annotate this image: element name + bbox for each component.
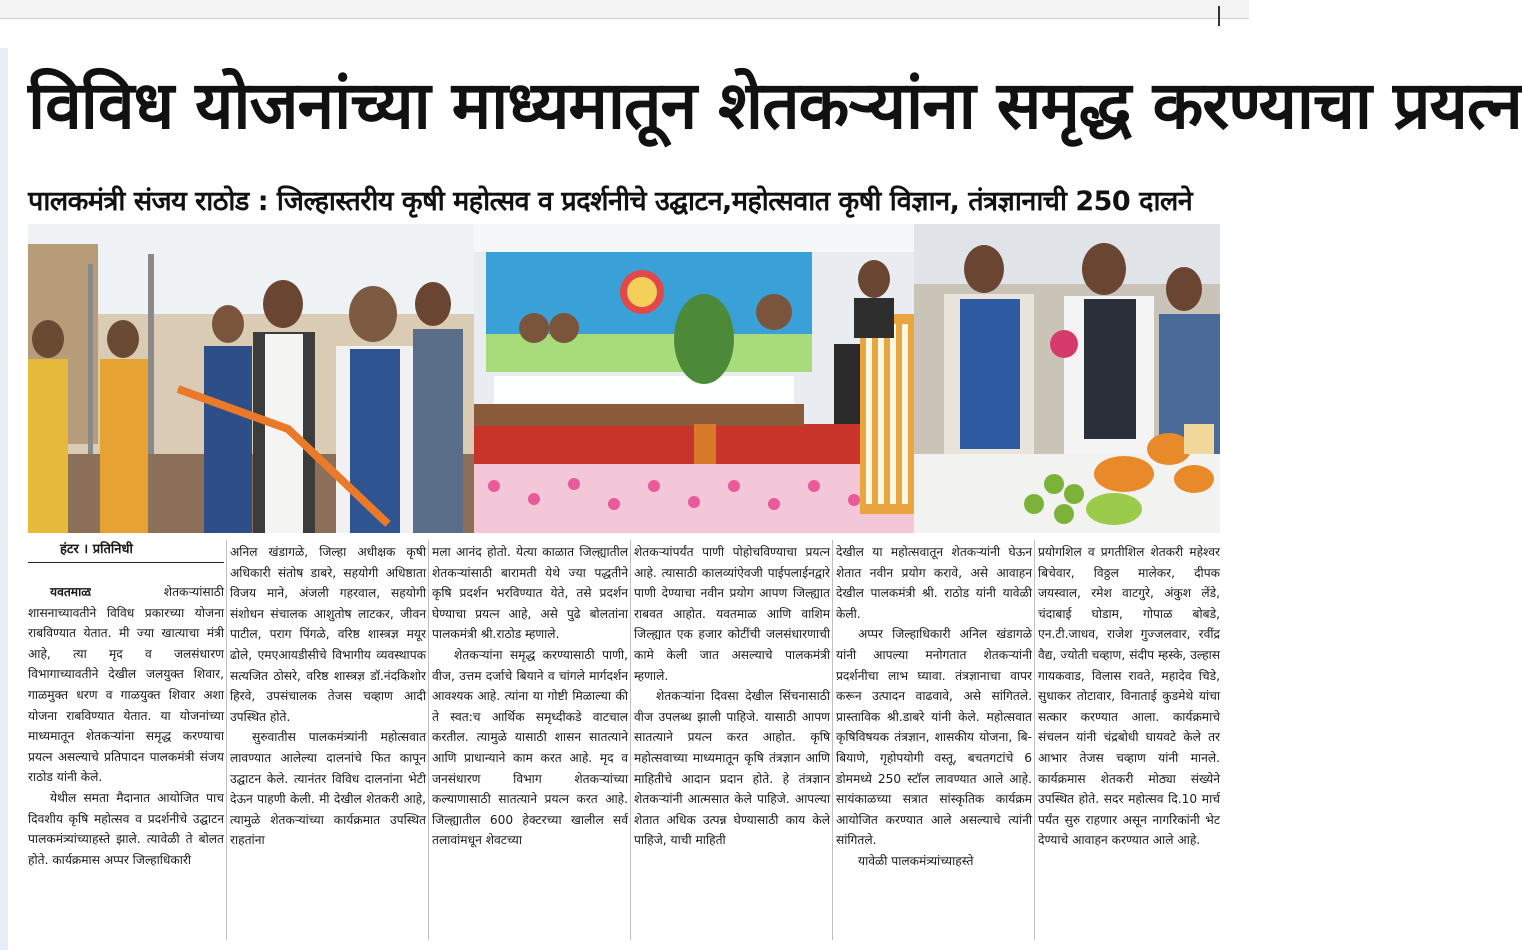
page-corner-mark	[1218, 6, 1220, 26]
article-headline: विविध योजनांच्या माध्यमातून शेतकऱ्यांना समृद्ध करण्याचा प्रयत्न	[28, 67, 1522, 144]
article-column-1	[28, 582, 224, 870]
article-column-2	[230, 542, 426, 851]
article-column-3	[432, 542, 628, 851]
column-divider	[428, 540, 429, 940]
column-3-paragraph-2: शेतकऱ्यांना समृद्ध करण्यासाठी पाणी, वीज, उत्तम दर्जाचे बियाने व चांगले मार्गदर्शन आवश्यक आहे. त्यांना या गोष्टी मिळाल्या की ते स्वत:च आर्थिक समृध्दीकडे वाटचाल करतील. त्यामुळे यासाठी शासन सातत्याने आणि प्राधान्याने काम करत आहे. मृद व जनसंधारण विभाग शेतकऱ्यांच्या कल्याणासाठी सातत्याने प्रयत्न करत आहे. जिल्ह्यातील 600 हेक्टरच्या खालील सर्व तलावांमधून शेवटच्या	[432, 647, 628, 848]
column-5-paragraph-2: अप्पर जिल्हाधिकारी अनिल खंडागळे यांनी आपल्या मनोगतात शेतकऱ्यांनी प्रदर्शनीचा लाभ घ्यावा. तंत्रज्ञानाचा वापर करून उत्पादन वाढवावे, असे सांगितले. प्रास्ताविक श्री.डाबरे यांनी केले. महोत्सवात कृषिविषयक तंत्रज्ञान, शासकीय योजना, बि-बियाणे, गृहोपयोगी वस्तू, बचतगटांचे 6 डोममध्ये 250 स्टॉल लावण्यात आले आहे. सायंकाळच्या सत्रात सांस्कृतिक कार्यक्रम आयोजित करण्यात आले असल्याचे त्यांनी सांगितले.	[836, 627, 1032, 848]
column-2-paragraph-1: अनिल खंडागळे, जिल्हा अधीक्षक कृषी अधिकारी संतोष डाबरे, सहयोगी अधिष्ठाता विजय माने, अंजली गहरवाल, सहयोगी संशोधन संचालक आशुतोष लाटकर, जीवन पाटील, पराग पिंगळे, वरिष्ठ शास्त्रज्ञ मयूर ढोले, एमएआयडीसीचे विभागीय व्यवस्थापक सत्यजित ठोसरे, वरिष्ठ शास्त्रज्ञ डॉ.नंदकिशोर हिरवे, उपसंचालक तेजस चव्हाण आदी उपस्थित होते.	[230, 545, 426, 724]
column-divider	[226, 540, 227, 940]
column-6-paragraph-1: प्रयोगशिल व प्रगतीशिल शेतकरी महेश्वर बिचेवार, विठ्ठल मालेकर, दीपक जयस्वाल, रमेश वाटगुरे, अंकुश लेंडे, चंदाबाई घोडाम, गोपाळ बोबडे, एन.टी.जाधव, राजेश गुज्जलवार, रवींद्र वैद्य, ज्योती चव्हाण, संदीप म्हस्के, उल्हास गायकवाड, विलास रावते, महादेव चिडे, सुधाकर तोटावार, विनाताई कुडमेथे यांचा सत्कार करण्यात आला. कार्यक्रमाचे संचलन यांनी चंद्रबोधी घायवटे केले तर आभार तेजस चव्हाण यांनी मानले. कार्यक्रमास शेतकरी मोठ्या संख्येने उपस्थित होते. सदर महोत्सव दि.10 मार्च पर्यंत सुरु राहणार असून नागरिकांनी भेट देण्याचे आवाहन करण्यात आले आहे.	[1038, 545, 1220, 848]
ribbon-cutting-photo	[28, 224, 474, 533]
produce-exhibition-photo	[914, 224, 1220, 533]
column-4-paragraph-2: शेतकऱ्यांना दिवसा देखील सिंचनासाठी वीज उपलब्ध झाली पाहिजे. यासाठी आपण सातत्याने प्रयत्न करत आहोत. कृषि महोत्सवाच्या माध्यमातून कृषि तंत्रज्ञान आणि माहितीचे आदान प्रदान होते. हे तंत्रज्ञान शेतकऱ्यांनी आत्मसात केले पाहिजे. आपल्या शेतात अधिक उत्पन्न घेण्यासाठी काय केले पाहिजे, याची माहिती	[634, 689, 830, 848]
page-top-edge	[0, 0, 1249, 19]
left-margin-strip	[0, 48, 8, 950]
dateline: यवतमाळ	[50, 585, 91, 599]
column-divider	[630, 540, 631, 940]
column-divider	[1034, 540, 1035, 940]
column-5-paragraph-3: यावेळी पालकमंत्र्यांच्याहस्ते	[858, 853, 974, 868]
byline-rule	[28, 562, 224, 563]
column-5-paragraph-1: देखील या महोत्सवातून शेतकऱ्यांनी घेऊन शेतात नवीन प्रयोग करावे, असे आवाहन देखील पालकमंत्री श्री. राठोड यांनी यावेळी केली.	[836, 545, 1032, 621]
photo-strip	[28, 224, 1220, 533]
byline: हंटर । प्रतिनिधी	[60, 542, 133, 557]
stage-event-photo	[474, 224, 914, 533]
article-subheadline: पालकमंत्री संजय राठोड : जिल्हास्तरीय कृषी महोत्सव व प्रदर्शनीचे उद्घाटन,महोत्सवात कृषी विज्ञान, तंत्रज्ञानाची 250 दालने	[28, 186, 1193, 217]
article-column-4	[634, 542, 830, 851]
column-1-paragraph-1: : शेतकऱ्यांसाठी शासनाच्यावतीने विविध प्रकारच्या योजना राबविण्यात येतात. मी ज्या खात्याचा मंत्री आहे, त्या मृद व जलसंधारण विभागाच्यावतीने देखील जलयुक्त शिवार, गाळमुक्त धरण व गाळयुक्त शिवार अशा योजना राबविण्यात येतात. या योजनांच्या माध्यमातून शेतकऱ्यांना समृद्ध करण्याचा प्रयत्न असल्याचे प्रतिपादन पालकमंत्री संजय राठोड यांनी केले.	[28, 585, 224, 785]
column-4-paragraph-1: शेतकऱ्यांपर्यंत पाणी पोहोचविण्याचा प्रयत्न आहे. त्यासाठी कालव्यांऐवजी पाईपलाईनद्वारे पाणी देण्याचा नवीन प्रयोग आपण जिल्ह्यात राबवत आहोत. यवतमाळ आणि वाशिम जिल्ह्यात एक हजार कोटींची जलसंधारणाची कामे केली जात असल्याचे पालकमंत्री म्हणाले.	[634, 545, 830, 683]
column-2-paragraph-2: सुरुवातीस पालकमंत्र्यांनी महोत्सवात लावण्यात आलेल्या दालनांचे फित कापून उद्घाटन केले. त्यानंतर विविध दालनांना भेटी देऊन पाहणी केली. मी देखील शेतकरी आहे, त्यामुळे शेतकऱ्यांच्या कार्यक्रमात उपस्थित राहतांना	[230, 730, 426, 848]
column-1-paragraph-2: येथील समता मैदानात आयोजित पाच दिवशीय कृषि महोत्सव व प्रदर्शनीचे उद्घाटन पालकमंत्र्यांच्याहस्ते झाले. त्यावेळी ते बोलत होते. कार्यक्रमास अप्पर जिल्हाधिकारी	[28, 790, 224, 867]
article-column-5	[836, 542, 1032, 872]
column-divider	[832, 540, 833, 940]
column-3-paragraph-1: मला आनंद होतो. येत्या काळात जिल्ह्यातील शेतकऱ्यांसाठी बारामती येथे ज्या पद्धतीने कृषि प्रदर्शन भरविण्यात येते, तसे प्रदर्शन घेण्याचा प्रयत्न आहे, असे पुढे बोलतांना पालकमंत्री श्री.राठोड म्हणाले.	[432, 545, 628, 642]
article-column-6	[1038, 542, 1220, 851]
